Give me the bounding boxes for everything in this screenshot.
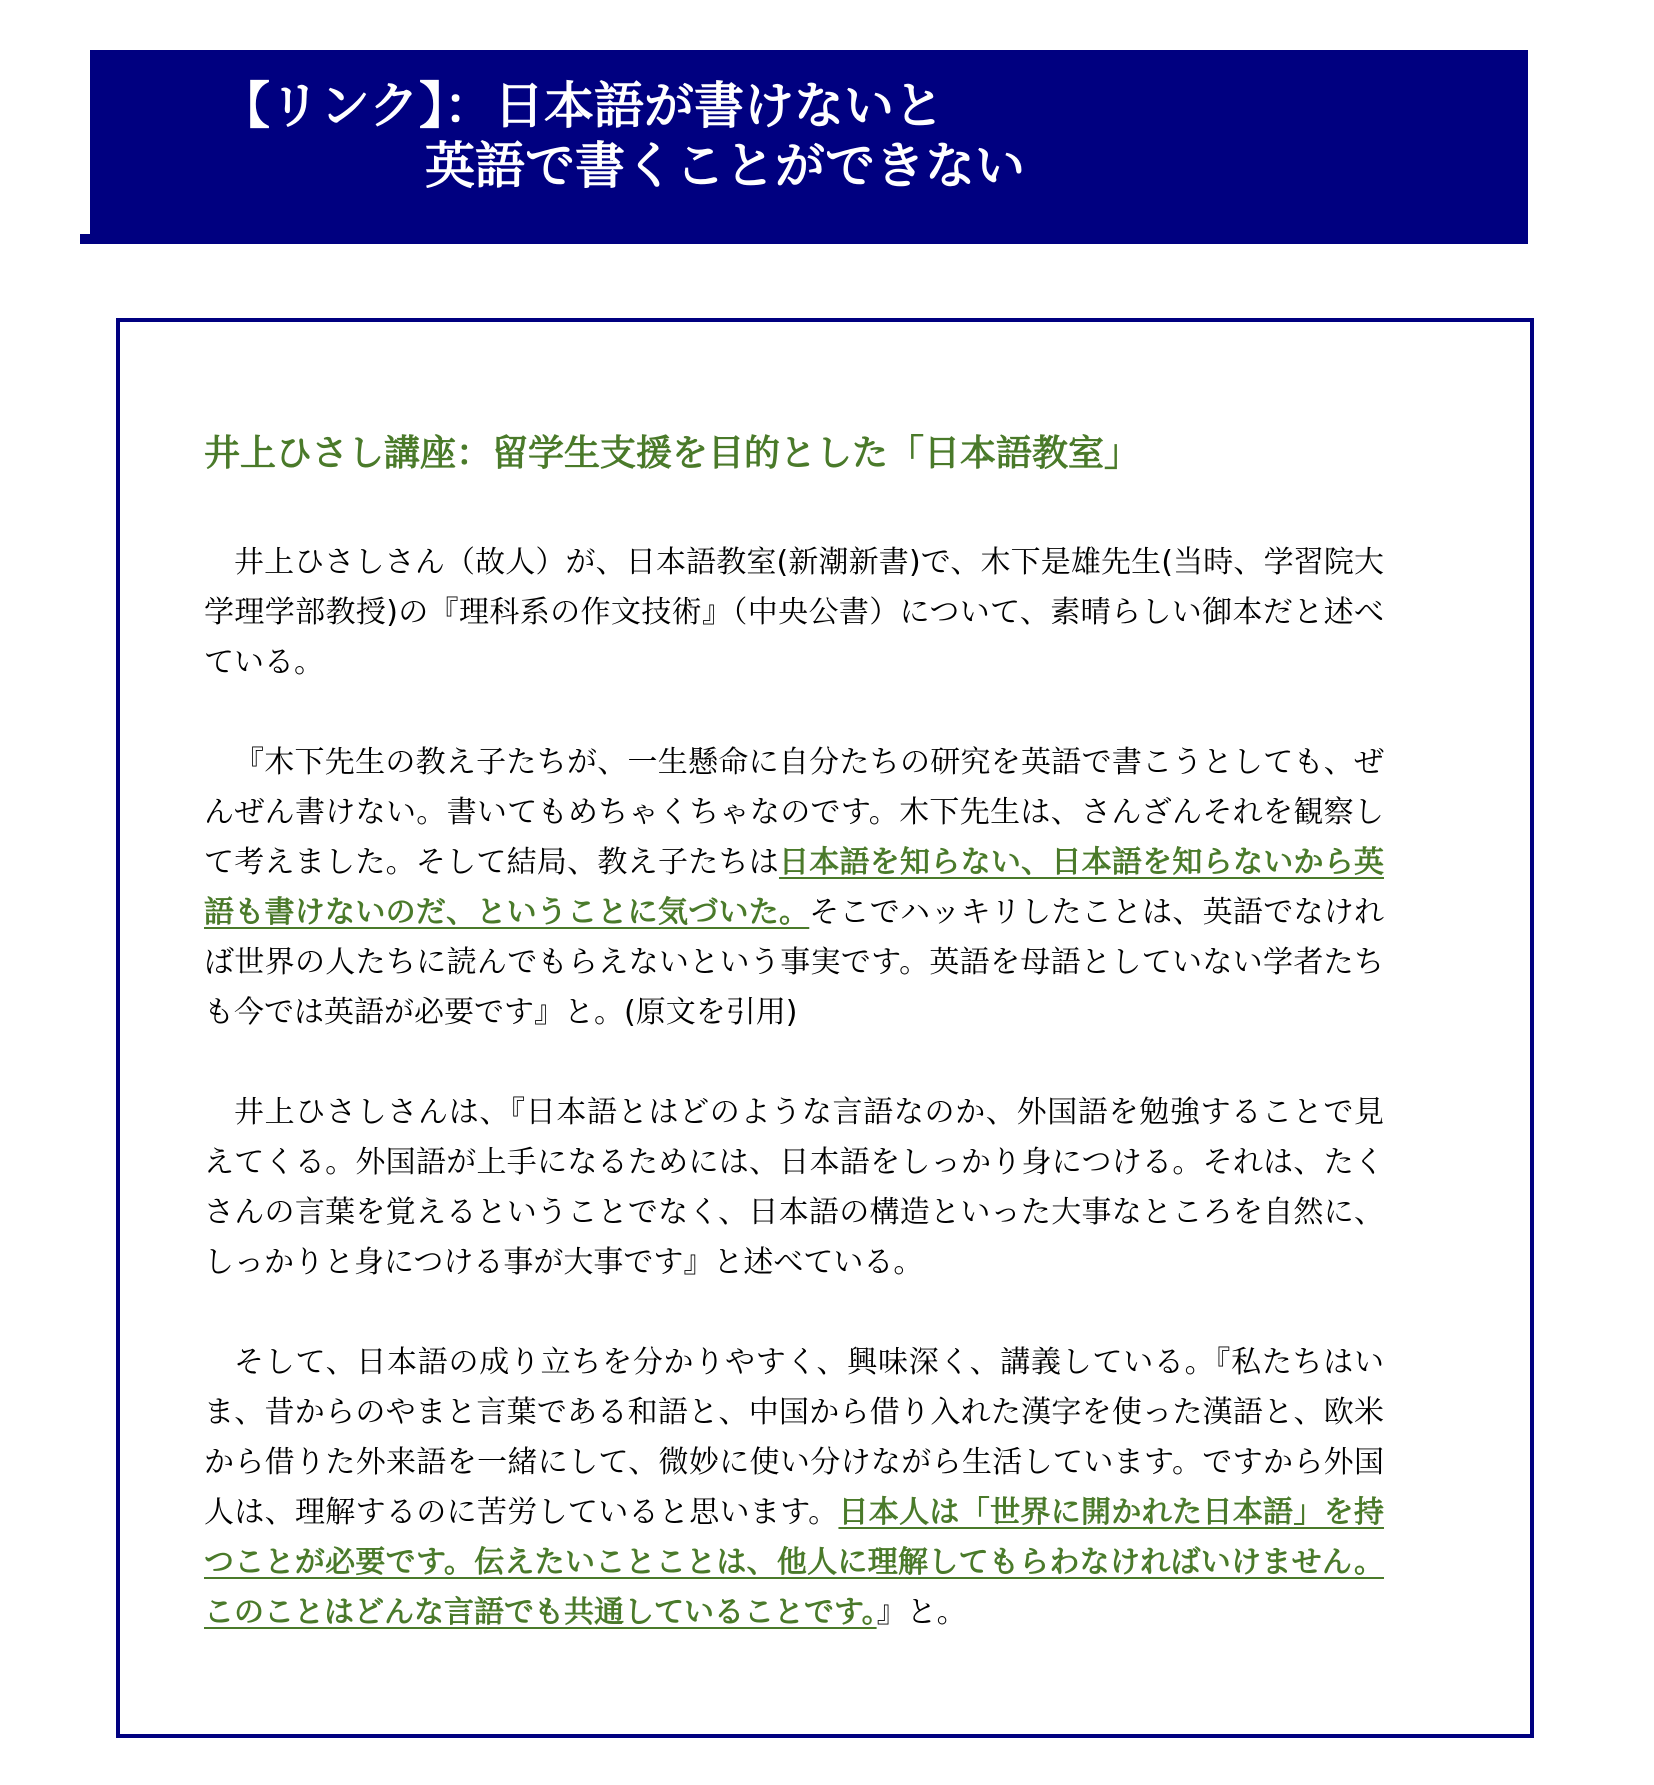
section-heading: 井上ひさし講座：留学生支援を目的とした「日本語教室」 xyxy=(204,433,1141,474)
header-banner xyxy=(90,50,1528,244)
paragraph-4-text-after: 』と。 xyxy=(876,1595,967,1630)
article-body xyxy=(204,432,1384,1638)
page-title-line-1: 【リンク】：日本語が書けないと xyxy=(220,77,944,135)
paragraph-1: 井上ひさしさん（故人）が、日本語教室(新潮新書)で、木下是雄先生(当時、学習院大学理学部教授)の『理科系の作文技術』（中央公書）について、素晴らしい御本だと述べている。 xyxy=(204,545,1384,680)
paragraph-2-text-before: 『木下先生の教え子たちが、一生懸命に自分たちの研究を英語で書こうとしても、ぜんぜん書けない。書いてもめちゃくちゃなのです。木下先生は、さんざんそれを観察して考えました。そして結局、教え子たちは xyxy=(204,745,1384,880)
page-title xyxy=(90,76,1528,196)
paragraph-2-highlight: 日本語を知らない、日本語を知らないから英語も書けないのだ、ということに気づいた。 xyxy=(204,845,1384,930)
paragraph-2-text-after: そこでハッキリしたことは、英語でなければ世界の人たちに読んでもらえないという事実です。英語を母語としていない学者たちも今では英語が必要です』と。(原文を引用) xyxy=(204,895,1385,1030)
paragraph-4 xyxy=(204,1338,1384,1638)
content-frame xyxy=(116,318,1534,1738)
paragraph-3: 井上ひさしさんは、『日本語とはどのような言語なのか、外国語を勉強することで見えてくる。外国語が上手になるためには、日本語をしっかり身につける。それは、たくさんの言葉を覚えるということでなく、日本語の構造といった大事なところを自然に、しっかりと身につける事が大事です』と述べている。 xyxy=(204,1095,1384,1280)
page-title-line-2: 英語で書くことができない xyxy=(425,137,1025,195)
paragraph-4-highlight: 日本人は「世界に開かれた日本語」を持つことが必要です。伝えたいことことは、他人に理解してもらわなければいけません。このことはどんな言語でも共通していることです。 xyxy=(204,1495,1384,1630)
paragraph-2 xyxy=(204,738,1384,1038)
header-underline xyxy=(80,234,1528,244)
paragraph-4-text-before: そして、日本語の成り立ちを分かりやすく、興味深く、講義している。『私たちはいま、昔からのやまと言葉である和語と、中国から借り入れた漢字を使った漢語と、欧米から借りた外来語を一緒にして、微妙に使い分けながら生活しています。ですから外国人は、理解するのに苦労していると思います。 xyxy=(204,1345,1384,1530)
